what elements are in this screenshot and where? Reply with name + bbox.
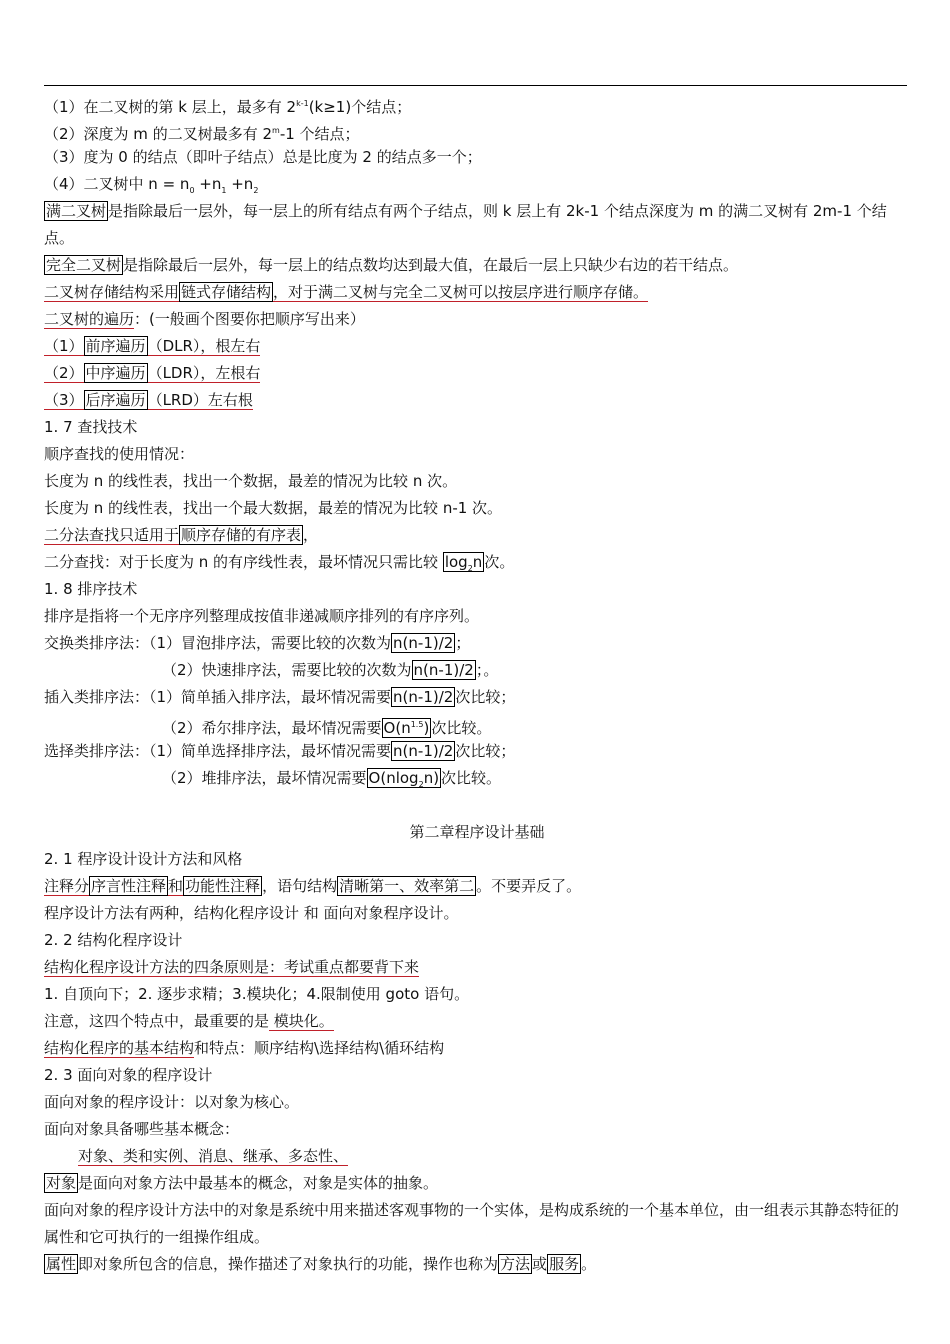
section-2-3-heading: 2. 3 面向对象的程序设计 <box>44 1066 213 1084</box>
oo-programming: 面向对象的程序设计：以对象为核心。 <box>44 1093 300 1111</box>
basic-structures: 结构化程序的基本结构和特点：顺序结构\选择结构\循环结构 <box>44 1039 445 1057</box>
term-preorder: 前序遍历 <box>85 337 146 355</box>
property-3: （3）度为 0 的结点（即叶子结点）总是比度为 2 的结点多一个； <box>44 148 482 166</box>
section-2-2-heading: 2. 2 结构化程序设计 <box>44 931 183 949</box>
design-methods: 程序设计方法有两种，结构化程序设计 和 面向对象程序设计。 <box>44 904 459 922</box>
attribute-definition: 属性 即对象所包含的信息，操作描述了对象执行的功能，操作也称为 方法 或 服务 。 <box>46 1255 597 1273</box>
term-postorder: 后序遍历 <box>85 391 146 409</box>
spacer <box>44 792 910 819</box>
term-log2n: $\log_2n$ <box>444 553 483 573</box>
exchange-sort-1: 交换类排序法：（1）冒泡排序法，需要比较的次数为 n(n-1)/2 ； <box>44 634 471 652</box>
selection-sort-2: （2）堆排序法，最坏情况需要 O(nlog$_2$n) 次比较。 <box>162 769 502 789</box>
sequential-search: 顺序查找的使用情况： <box>44 445 195 463</box>
exchange-sort-2: （2）快速排序法，需要比较的次数为 n(n-1)/2 ；。 <box>162 661 499 679</box>
object-definition: 对象 是面向对象方法中最基本的概念，对象是实体的抽象。 <box>46 1174 439 1192</box>
complete-binary-tree-definition: 完全二叉树 是指除最后一层外，每一层上的结点数均达到最大值，在最后一层上只缺少右边的若干结点。 <box>46 256 739 274</box>
property-1: （1）在二叉树的第 k 层上，最多有 $2^{k-1}(k\ge 1)$个结点； <box>44 98 412 116</box>
storage-structure: 二叉树存储结构采用 链式存储结构 ，对于满二叉树与完全二叉树可以按层序进行顺序存储。 <box>44 283 649 301</box>
concept-list: 对象、类和实例、消息、继承、多态性、 <box>78 1147 349 1165</box>
key-note: 注意，这四个特点中，最重要的是 模块化。 <box>44 1012 334 1030</box>
sort-definition: 排序是指将一个无序序列整理成按值非递减顺序排列的有序序列。 <box>44 607 480 625</box>
oo-concepts: 面向对象具备哪些基本概念： <box>44 1120 240 1138</box>
linear-list-1: 长度为 n 的线性表，找出一个数据，最差的情况为比较 n 次。 <box>44 472 458 490</box>
property-4: （4）二叉树中 $n = n_0 +n_1 +n_2$ <box>44 175 259 195</box>
preorder-item: （1） 前序遍历 （DLR），根左右 <box>44 337 261 355</box>
term-attribute: 属性 <box>46 1255 77 1273</box>
binary-search-scope: 二分法查找只适用于 顺序存储的有序表 ， <box>44 526 319 544</box>
section-1-7-heading: 1. 7 查找技术 <box>44 418 138 436</box>
term-linked-storage: 链式存储结构 <box>181 283 272 301</box>
full-binary-tree-definition: 满二叉树 是指除最后一层外，每一层上的所有结点有两个子结点，则 k 层上有 2k-1 个结点深度为 m 的满二叉树有 2m-1 个结点。 <box>44 202 887 247</box>
comments-style: 注释分 序言性注释 和 功能性注释 ，语句结构 清晰第一、效率第二 。不要弄反了。 <box>44 877 582 895</box>
binary-search-complexity: 二分查找：对于长度为 n 的有序线性表，最坏情况只需比较 $\log_2n$ 次。 <box>44 553 515 573</box>
chapter-title: 第二章程序设计基础 <box>409 823 545 841</box>
document-body <box>44 90 910 1278</box>
section-1-8-heading: 1. 8 排序技术 <box>44 580 138 598</box>
selection-sort-1: 选择类排序法：（1）简单选择排序法，最坏情况需要 n(n-1)/2 次比较； <box>44 742 516 760</box>
term-complete-binary-tree: 完全二叉树 <box>46 256 122 274</box>
term-inorder: 中序遍历 <box>85 364 146 382</box>
inorder-item: （2） 中序遍历 （LDR），左根右 <box>44 364 261 382</box>
term-object: 对象 <box>46 1174 77 1192</box>
header-rule <box>44 85 907 86</box>
property-2: （2）深度为 m 的二叉树最多有 2$^m$-1 个结点； <box>44 125 360 143</box>
section-2-1-heading: 2. 1 程序设计设计方法和风格 <box>44 850 243 868</box>
traversal-heading: 二叉树的遍历：(一般画个图要你把顺序写出来） <box>44 310 365 328</box>
term-full-binary-tree: 满二叉树 <box>46 202 107 220</box>
principles-list: 1. 自顶向下；2. 逐步求精；3.模块化；4.限制使用 goto 语句。 <box>44 985 470 1003</box>
four-principles: 结构化程序设计方法的四条原则是：考试重点都要背下来 <box>44 958 420 976</box>
insertion-sort-1: 插入类排序法：（1）简单插入排序法，最坏情况需要 n(n-1)/2 次比较； <box>44 688 516 706</box>
term-service: 服务 <box>549 1255 580 1273</box>
term-ordered-sequential-table: 顺序存储的有序表 <box>181 526 302 544</box>
postorder-item: （3） 后序遍历 （LRD）左右根 <box>44 391 253 409</box>
term-method: 方法 <box>500 1255 531 1273</box>
linear-list-2: 长度为 n 的线性表，找出一个最大数据，最差的情况为比较 n-1 次。 <box>44 499 503 517</box>
insertion-sort-2: （2）希尔排序法，最坏情况需要 $O(n^{1.5})$ 次比较。 <box>162 719 492 737</box>
object-detail: 面向对象的程序设计方法中的对象是系统中用来描述客观事物的一个实体，是构成系统的一个基本单位，由一组表示其静态特征的属性和它可执行的一组操作组成。 <box>44 1201 900 1246</box>
